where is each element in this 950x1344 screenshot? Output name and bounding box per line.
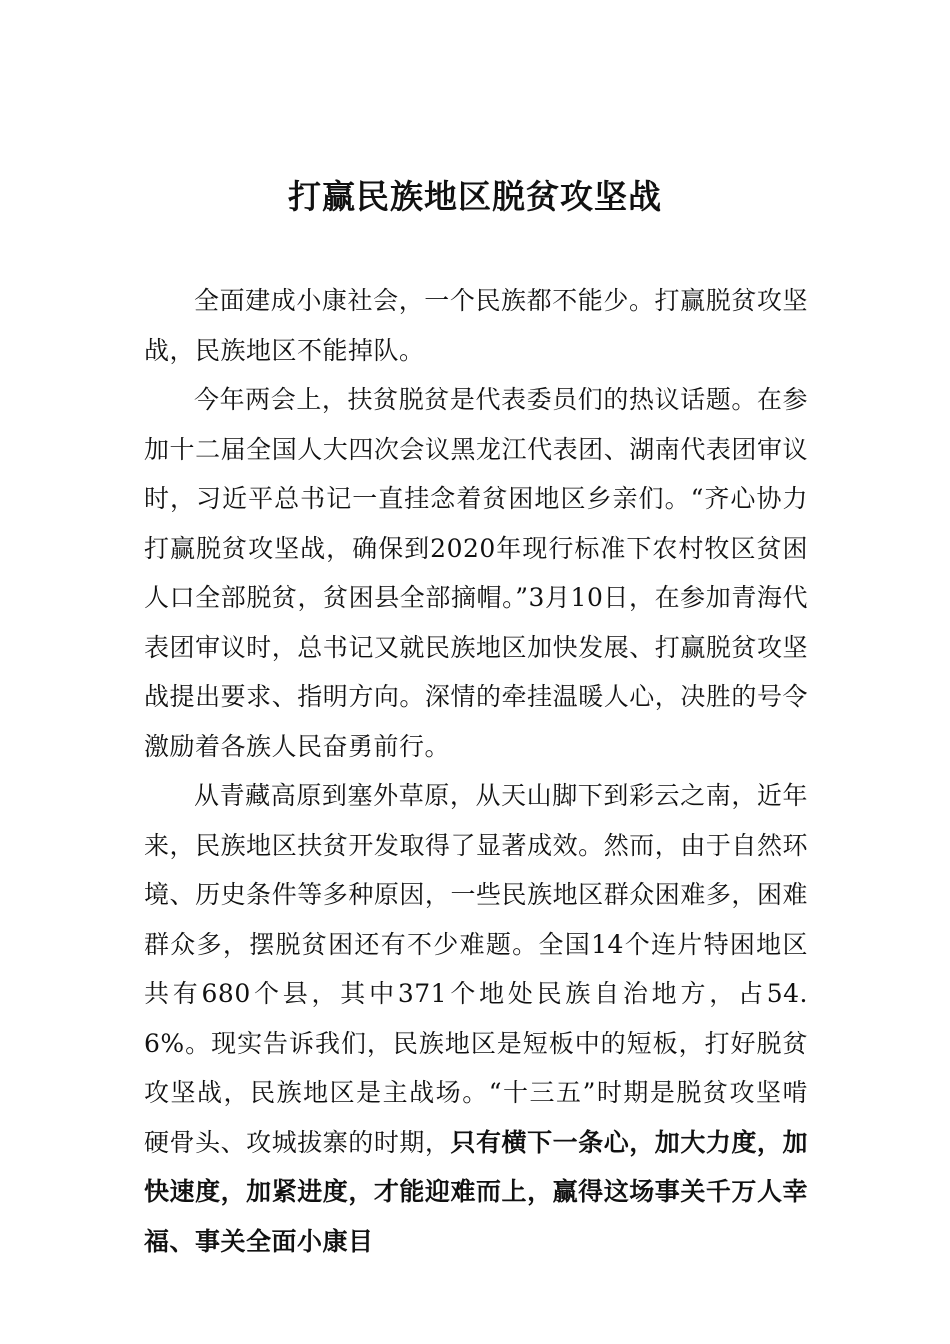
paragraph-3 (144, 771, 808, 1266)
paragraph-3-bold-text: 只有横下一条心，加大力度，加快速度，加紧进度，才能迎难而上，赢得这场事关千万人幸福、事关全面小康目 (144, 1127, 808, 1256)
paragraph-1: 全面建成小康社会，一个民族都不能少。打赢脱贫攻坚战，民族地区不能掉队。 (144, 286, 808, 365)
document-title: 打赢民族地区脱贫攻坚战 (288, 177, 662, 216)
paragraph-2: 今年两会上，扶贫脱贫是代表委员们的热议话题。在参加十二届全国人大四次会议黑龙江代表团、湖南代表团审议时，习近平总书记一直挂念着贫困地区乡亲们。“齐心协力打赢脱贫攻坚战，确保到2020年现行标准下农村牧区贫困人口全部脱贫，贫困县全部摘帽。”3月10日，在参加青海代表团审议时，总书记又就民族地区加快发展、打赢脱贫攻坚战提出要求、指明方向。深情的牵挂温暖人心，决胜的号令激励着各族人民奋勇前行。 (144, 385, 808, 761)
document-body (144, 276, 808, 1266)
paragraph-3-regular-text: 从青藏高原到塞外草原，从天山脚下到彩云之南，近年来，民族地区扶贫开发取得了显著成效。然而，由于自然环境、历史条件等多种原因，一些民族地区群众困难多，困难群众多，摆脱贫困还有不少难题。全国14个连片特困地区共有680个县，其中371个地处民族自治地方，占54.6%。现实告诉我们，民族地区是短板中的短板，打好脱贫攻坚战，民族地区是主战场。“十三五”时期是脱贫攻坚啃硬骨头、攻城拔寨的时期， (144, 781, 808, 1157)
